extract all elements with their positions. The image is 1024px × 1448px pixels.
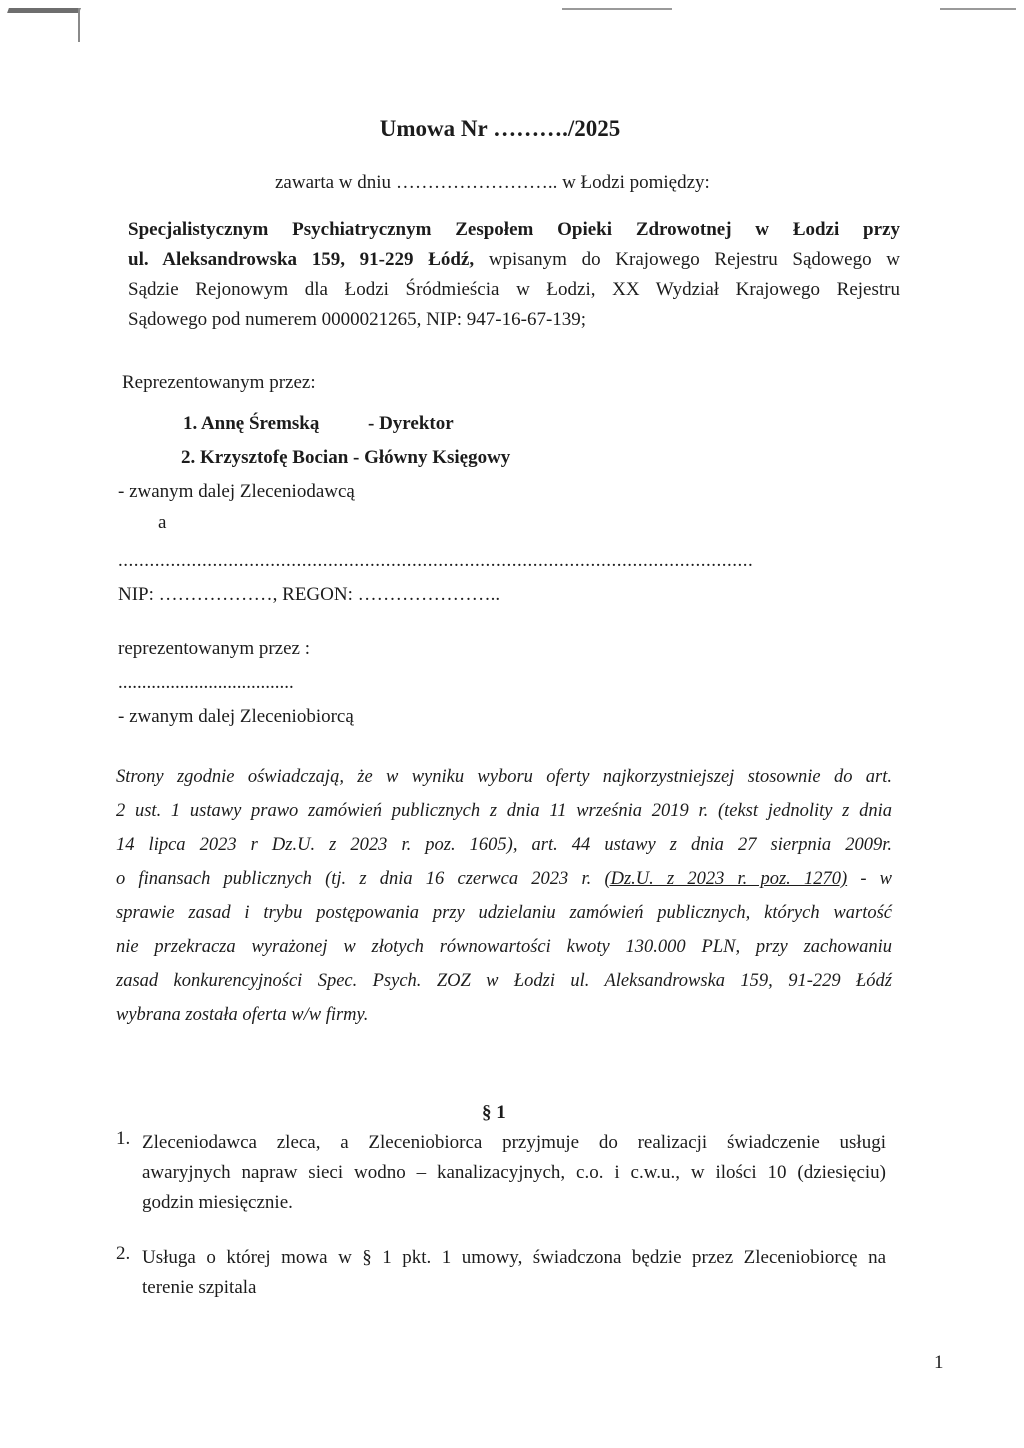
item-2-number: 2. (116, 1243, 131, 1264)
contractor-name-blank: ......................................................................................................................... (118, 550, 754, 571)
client-paragraph: Specjalistycznym Psychiatrycznym Zespołem Opieki Zdrowotnej w Łodzi przy ul. Aleksandrowska 159, 91-229 Łódź, wpisanym do Krajowego Rejestru Sądowego w Sądzie Rejonowym dla Łodzi Śródmieścia w Łodzi, XX Wydział Krajowego Rejestru Sądowego pod numerem 0000021265, NIP: 947-16-67-139; (128, 219, 900, 330)
representative-2: 2. Krzysztofę Bocian - Główny Księgowy (181, 447, 511, 468)
page-number: 1 (934, 1352, 944, 1373)
conjunction-a: a (158, 512, 167, 533)
scan-edge-mark (7, 8, 81, 13)
section-heading: § 1 (482, 1102, 506, 1123)
item-2-text: Usługa o której mowa w § 1 pkt. 1 umowy, świadczona będzie przez Zleceniobiorcę na terenie szpitala (142, 1247, 886, 1298)
contractor-ids: NIP: ………………, REGON: ………………….. (118, 584, 501, 605)
statement-paragraph: Strony zgodnie oświadczają, że w wyniku wyboru oferty najkorzystniejszej stosownie do art. 2 ust. 1 ustawy prawo zamówień publicznych z dnia 11 września 2019 r. (tekst jednolity z dnia 14 lipca 2023 r Dz.U. z 2023 r. poz. 1605), art. 44 ustawy z dnia 27 sierpnia 2009r. o finansach publicznych (tj. z dnia 16 czerwca 2023 r. (Dz.U. z 2023 r. poz. 1270) - w sprawie zasad i trybu postępowania przy udzielaniu zamówień publicznych, których wartość nie przekracza wyrażonej w złotych równowartości kwoty 130.000 PLN, przy zachowaniu zasad konkurencyjności Spec. Psych. ZOZ w Łodzi ul. Aleksandrowska 159, 91-229 Łódź wybrana została oferta w/w firmy. (116, 767, 893, 1025)
scan-edge-mark (562, 8, 672, 10)
representative-1: 1. Annę Śremską - Dyrektor (183, 413, 454, 434)
represented-by-label: Reprezentowanym przez: (122, 372, 316, 393)
client-designation: - zwanym dalej Zleceniodawcą (118, 481, 355, 502)
item-1-text: Zleceniodawca zleca, a Zleceniobiorca przyjmuje do realizacji świadczenie usługi awaryjnych napraw sieci wodno – kanalizacyjnych, c.o. i c.w.u., w ilości 10 (dziesięciu) godzin miesięcznie. (142, 1132, 886, 1213)
concluded-line: zawarta w dniu …………………….. w Łodzi pomiędzy: (275, 172, 710, 193)
contractor-designation: - zwanym dalej Zleceniobiorcą (118, 706, 354, 727)
contractor-rep-blank: ..................................... (118, 672, 294, 693)
item-1-number: 1. (116, 1128, 131, 1149)
contractor-represented-by: reprezentowanym przez : (118, 638, 311, 659)
contract-title: Umowa Nr ………./2025 (379, 116, 621, 141)
scan-edge-mark (940, 8, 1016, 10)
scan-edge-mark (78, 8, 80, 42)
